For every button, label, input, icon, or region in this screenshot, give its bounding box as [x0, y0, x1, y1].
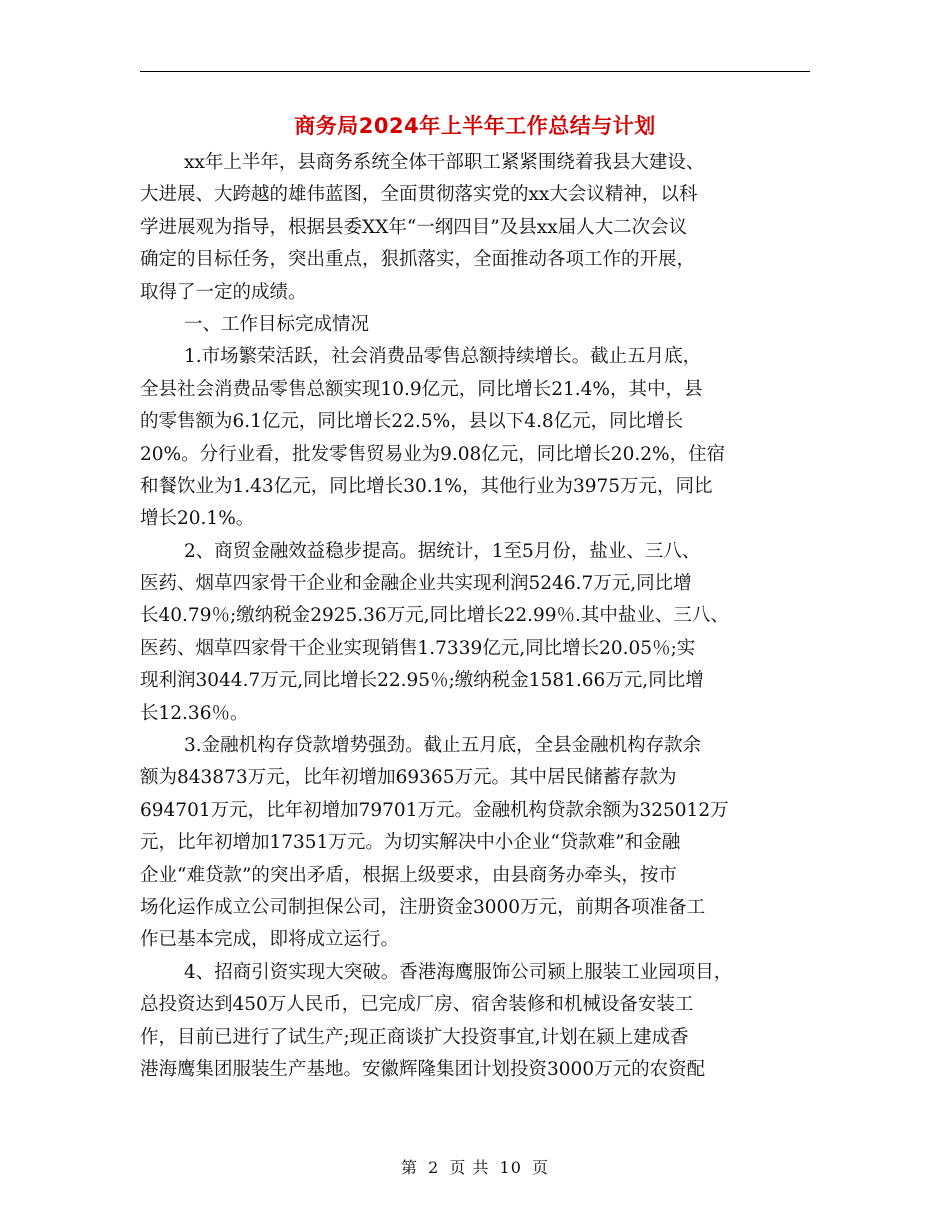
text-line: xx年上半年，县商务系统全体干部职工紧紧围绕着我县大建设、 [184, 152, 705, 173]
text-line: 港海鹰集团服装生产基地。安徽辉隆集团计划投资3000万元的农资配 [140, 1058, 706, 1080]
text-line: 元，比年初增加17351万元。为切实解决中小企业“贷款难”和金融 [140, 832, 681, 854]
text-line: 694701万元，比年初增加79701万元。金融机构贷款余额为325012万 [140, 799, 729, 821]
text-line: 20%。分行业看，批发零售贸易业为9.08亿元，同比增长20.2%，住宿 [140, 443, 726, 465]
text-line: 一、工作目标完成情况 [184, 313, 370, 335]
footer-suffix: 页 [532, 1158, 550, 1177]
text-line: 2、商贸金融效益稳步提高。据统计，1至5月份，盐业、三八、 [184, 540, 701, 562]
text-line: 取得了一定的成绩。 [140, 281, 307, 303]
footer-middle: 页 共 [449, 1158, 490, 1177]
footer-page-number: 2 [428, 1158, 440, 1177]
text-line: 现利润3044.7万元,同比增长22.95％;缴纳税金1581.66万元,同比增 [140, 670, 704, 692]
footer-total-pages: 10 [499, 1158, 522, 1177]
document-body [140, 147, 830, 1086]
text-line: 全县社会消费品零售总额实现10.9亿元，同比增长21.4%，其中，县 [140, 378, 703, 400]
text-line: 4、招商引资实现大突破。香港海鹰服饰公司颍上服装工业园项目， [184, 961, 733, 983]
page-footer [0, 1155, 950, 1178]
text-line: 额为843873万元，比年初增加69365万元。其中居民储蓄存款为 [140, 767, 677, 789]
text-line: 确定的目标任务，突出重点，狠抓落实，全面推动各项工作的开展， [140, 249, 696, 271]
text-line: 大进展、大跨越的雄伟蓝图，全面贯彻落实党的xx大会议精神，以科 [140, 184, 698, 206]
document-title: 商务局2024年上半年工作总结与计划 [294, 114, 656, 138]
text-line: 的零售额为6.1亿元，同比增长22.5%，县以下4.8亿元，同比增长 [140, 411, 684, 433]
text-line: 总投资达到450万人民币，已完成厂房、宿舍装修和机械设备安装工 [140, 994, 694, 1016]
text-line: 学进展观为指导，根据县委XX年“一纲四目”及县xx届人大二次会议 [140, 216, 688, 238]
text-line: 作，目前已进行了试生产;现正商谈扩大投资事宜,计划在颍上建成香 [140, 1026, 689, 1048]
text-line: 增长20.1%。 [140, 508, 255, 530]
text-line: 场化运作成立公司制担保公司，注册资金3000万元，前期各项准备工 [140, 896, 706, 918]
text-line: 长12.36％。 [140, 702, 249, 724]
footer-prefix: 第 [400, 1158, 418, 1177]
text-line: 1.市场繁荣活跃，社会消费品零售总额持续增长。截止五月底， [184, 346, 702, 368]
text-line: 作已基本完成，即将成立运行。 [140, 929, 400, 951]
text-line: 企业“难贷款”的突出矛盾，根据上级要求，由县商务办牵头，按市 [140, 864, 677, 886]
header-rule [140, 71, 810, 72]
text-line: 医药、烟草四家骨干企业实现销售1.7339亿元,同比增长20.05％;实 [140, 637, 696, 659]
text-line: 长40.79％;缴纳税金2925.36万元,同比增长22.99％.其中盐业、三八、 [140, 605, 729, 627]
text-line: 和餐饮业为1.43亿元，同比增长30.1%，其他行业为3975万元，同比 [140, 475, 713, 497]
text-line: 3.金融机构存贷款增势强劲。截止五月底，全县金融机构存款余 [184, 735, 702, 757]
text-line: 医药、烟草四家骨干企业和金融企业共实现利润5246.7万元,同比增 [140, 573, 692, 595]
